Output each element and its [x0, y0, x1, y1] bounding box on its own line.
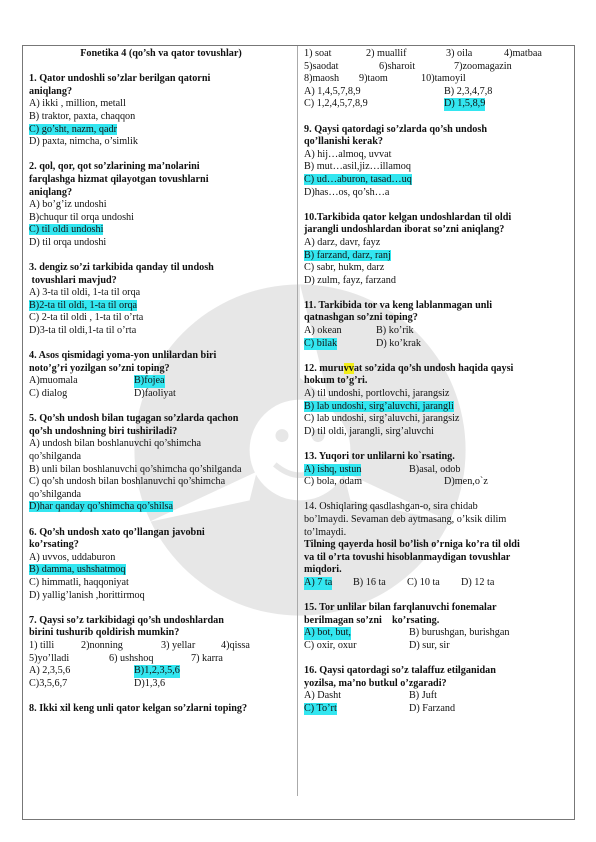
option: C) 1,2,4,5,7,8,9	[304, 98, 368, 110]
option: A) ikki , million, metall	[29, 98, 126, 110]
question-15	[304, 602, 570, 652]
option: qo’shilganda	[29, 451, 82, 462]
correct-option: C) To’rt	[304, 702, 337, 714]
question-text: 7. Qaysi so’z tarkibidagi qo’sh undoshlardan	[29, 614, 224, 626]
question-text: hokum to’g’ri.	[304, 375, 368, 387]
option: A)muomala	[29, 375, 78, 387]
option: C) qo’sh undosh bilan boshlanuvchi qo’shimcha	[29, 476, 226, 488]
question-text: 9. Qaysi qatordagi so’zlarda qo’sh undosh	[304, 123, 488, 135]
question-text: 3. dengiz so’zi tarkibida qanday til undosh	[29, 262, 214, 274]
question-11	[304, 300, 570, 350]
option: A) 3-ta til oldi, 1-ta til orqa	[29, 287, 141, 299]
word-item: 9)taom	[359, 73, 388, 85]
word-item: 3) yellar	[161, 639, 196, 651]
option: D) sur, sir	[409, 639, 450, 651]
question-10	[304, 212, 570, 288]
option: qo’shilganda	[29, 488, 82, 500]
question-intro: to’lmaydi.	[304, 526, 347, 538]
question-text: aniqlang?	[29, 85, 73, 97]
option: C) 2-ta til oldi , 1-ta til o’rta	[29, 312, 144, 324]
option: A) 2,3,5,6	[29, 665, 71, 677]
question-text: 15. Tor unlilar bilan farqlanuvchi fonemalar	[304, 602, 497, 614]
question-1	[29, 73, 293, 149]
correct-option: A) bot, but,	[304, 627, 351, 639]
left-column	[29, 48, 293, 715]
option: B) unli bilan boshlanuvchi qo’shimcha qo’shilganda	[29, 463, 242, 475]
option: D) Farzand	[409, 702, 456, 714]
question-text: noto’g’ri yozilgan so’zni toping?	[29, 362, 170, 374]
correct-option: B) farzand, darz, ranj	[304, 249, 391, 261]
question-14	[304, 501, 570, 589]
correct-option: D)har qanday qo’shimcha qo’shilsa	[29, 501, 174, 513]
correct-option: C) bilak	[304, 337, 338, 349]
question-12	[304, 363, 570, 439]
option: C) 10 ta	[407, 576, 440, 588]
option: D) yallig’lanish ,horittirmoq	[29, 589, 145, 601]
option: A) bo’g’iz undoshi	[29, 199, 107, 211]
marked-letters: vv	[343, 362, 354, 374]
word-item: 4)qissa	[221, 639, 250, 651]
question-text: 16. Qaysi qatordagi so’z talaffuz etilganidan	[304, 665, 496, 677]
page-title: Fonetika 4 (qo’sh va qator tovushlar)	[80, 48, 242, 59]
question-2	[29, 161, 293, 249]
word-item: 2)nonning	[81, 639, 123, 651]
option: B) mut…asil,jiz…illamoq	[304, 161, 411, 173]
question-text: ko’rsating?	[29, 539, 79, 551]
option: B) Juft	[409, 690, 438, 702]
option: B)asal, odob	[409, 463, 461, 475]
word-item: 8)maosh	[304, 73, 340, 85]
correct-option: C) ud…aburon, tasad…uq	[304, 173, 412, 185]
option: A) 1,4,5,7,8,9	[304, 85, 361, 97]
option: B)chuqur til orqa undoshi	[29, 211, 134, 223]
option: B) traktor, paxta, chaqqon	[29, 110, 136, 122]
question-text: tovushlari mavjud?	[29, 274, 117, 286]
option: C) oxir, oxur	[304, 639, 357, 651]
word-item: 1) tilli	[29, 639, 55, 651]
column-divider	[297, 46, 298, 796]
option: D) 12 ta	[461, 576, 495, 588]
question-16	[304, 665, 570, 715]
question-text: aniqlang?	[29, 186, 73, 198]
option: B) 16 ta	[353, 576, 386, 588]
correct-option: A) 7 ta	[304, 576, 333, 588]
question-text: 10.Tarkibida qator kelgan undoshlardan til oldi	[304, 211, 512, 223]
option: D)faoliyat	[134, 388, 176, 400]
option: A) darz, davr, fayz	[304, 236, 381, 248]
word-item: 5)yo’lladi	[29, 652, 70, 664]
option: D) til oldi, jarangli, sirg’aluvchi	[304, 425, 434, 437]
question-text: va til o’rta tovushi hisoblanmaydigan tovushlar	[304, 551, 511, 563]
question-intro: bo’lmaydi. Sevaman deb aytmasang, o’ksik dilim	[304, 513, 507, 525]
option: B) burushgan, burishgan	[409, 627, 510, 639]
right-column	[304, 48, 570, 715]
word-item: 6)sharoit	[379, 60, 416, 72]
question-text: farqlashga hizmat qilayotgan tovushlarni	[29, 173, 209, 185]
question-text: miqdori.	[304, 564, 342, 576]
option: D)1,3,6	[134, 677, 166, 689]
question-text: 6. Qo’sh undosh xato qo’llangan javobni	[29, 526, 205, 538]
word-item: 5)saodat	[304, 60, 339, 72]
question-text: 12. muru	[304, 362, 344, 374]
correct-option: B)2-ta til oldi, 1-ta til orqa	[29, 299, 138, 311]
question-6	[29, 527, 293, 603]
question-text: Tilning qayerda hosil bo’lish o’rniga ko’ra til oldi	[304, 539, 520, 551]
question-text: 13. Yuqori tor unlilarni ko`rsating.	[304, 451, 455, 462]
option: D) zulm, fayz, farzand	[304, 274, 396, 286]
question-text: 1. Qator undoshli so’zlar berilgan qatorni	[29, 73, 211, 85]
word-item: 1) soat	[304, 48, 332, 59]
option: C)3,5,6,7	[29, 677, 68, 689]
question-text: qo’llanishi kerak?	[304, 136, 383, 148]
question-text: 11. Tarkibida tor va keng lablanmagan unli	[304, 299, 493, 311]
question-text: qo’sh undoshning biri tushiriladi?	[29, 425, 178, 437]
option: C) bola, odam	[304, 476, 363, 488]
option: A) hij…almoq, uvvat	[304, 148, 392, 160]
word-item: 4)matbaa	[504, 48, 542, 59]
question-8-words	[304, 48, 570, 111]
option: D) til orqa undoshi	[29, 236, 107, 248]
option: D) ko’krak	[376, 337, 421, 349]
correct-option: B) lab undoshi, sirg’aluvchi, jarangli	[304, 400, 454, 412]
question-9	[304, 124, 570, 200]
option: D)men,o`z	[444, 476, 488, 488]
question-5	[29, 413, 293, 514]
option: A) undosh bilan boshlanuvchi qo’shimcha	[29, 438, 202, 450]
word-item: 2) muallif	[366, 48, 407, 59]
word-item: 3) oila	[446, 48, 473, 59]
option: C) sabr, hukm, darz	[304, 262, 385, 274]
question-3	[29, 262, 293, 338]
question-text: 8. Ikki xil keng unli qator kelgan so’zlarni toping?	[29, 702, 248, 714]
question-4	[29, 350, 293, 400]
correct-option: D) 1,5,8,9	[444, 98, 486, 110]
word-item: 6) ushshoq	[109, 652, 154, 664]
option: D) paxta, nimcha, o’simlik	[29, 136, 138, 148]
option: A) uvvos, uddaburon	[29, 551, 116, 563]
question-8	[29, 703, 293, 716]
question-text: 2. qol, qor, qot so’zlarining ma’nolarini	[29, 161, 200, 173]
option: C) lab undoshi, sirg’aluvchi, jarangsiz	[304, 413, 460, 425]
option: D)3-ta til oldi,1-ta til o’rta	[29, 325, 137, 337]
option: B) 2,3,4,7,8	[444, 85, 493, 97]
option: C) dialog	[29, 388, 68, 400]
option: D)has…os, qo’sh…a	[304, 186, 390, 198]
question-text: 4. Asos qismidagi yoma-yon unlilardan biri	[29, 350, 217, 362]
correct-option: C) go’sht, nazm, qadr	[29, 123, 117, 135]
word-item: 7)zoomagazin	[454, 60, 512, 72]
option: A) okean	[304, 325, 342, 337]
question-text: jarangli undoshlardan iborat so’zni aniqlang?	[304, 224, 505, 236]
question-13	[304, 451, 570, 489]
correct-option: B) damma, ushshatmoq	[29, 564, 126, 576]
question-text: berilmagan so’zni ko’rsating.	[304, 614, 440, 626]
option: B) ko’rik	[376, 325, 414, 337]
option: C) himmatli, haqqoniyat	[29, 576, 129, 588]
correct-option: B)fojea	[134, 375, 165, 387]
word-item: 7) karra	[191, 652, 223, 664]
correct-option: A) ishq, ustun	[304, 463, 362, 475]
correct-option: C) til oldi undoshi	[29, 224, 104, 236]
option: A) til undoshi, portlovchi, jarangsiz	[304, 388, 450, 400]
question-text: birini tushurib qoldirish mumkin?	[29, 627, 180, 639]
option: A) Dasht	[304, 690, 342, 702]
question-intro: 14. Oshiqlaring qasdlashgan-o, sira chidab	[304, 501, 478, 513]
question-text: 5. Qo’sh undosh bilan tugagan so’zlarda qachon	[29, 413, 239, 425]
question-text: qatnashgan so’zni toping?	[304, 312, 418, 324]
question-7	[29, 615, 293, 691]
question-text: yozilsa, ma’no butkul o’zgaradi?	[304, 677, 447, 689]
correct-option: B)1,2,3,5,6	[134, 665, 180, 677]
word-item: 10)tamoyil	[421, 73, 466, 85]
question-text: at so’zida qo’sh undosh haqida qaysi	[353, 362, 514, 374]
